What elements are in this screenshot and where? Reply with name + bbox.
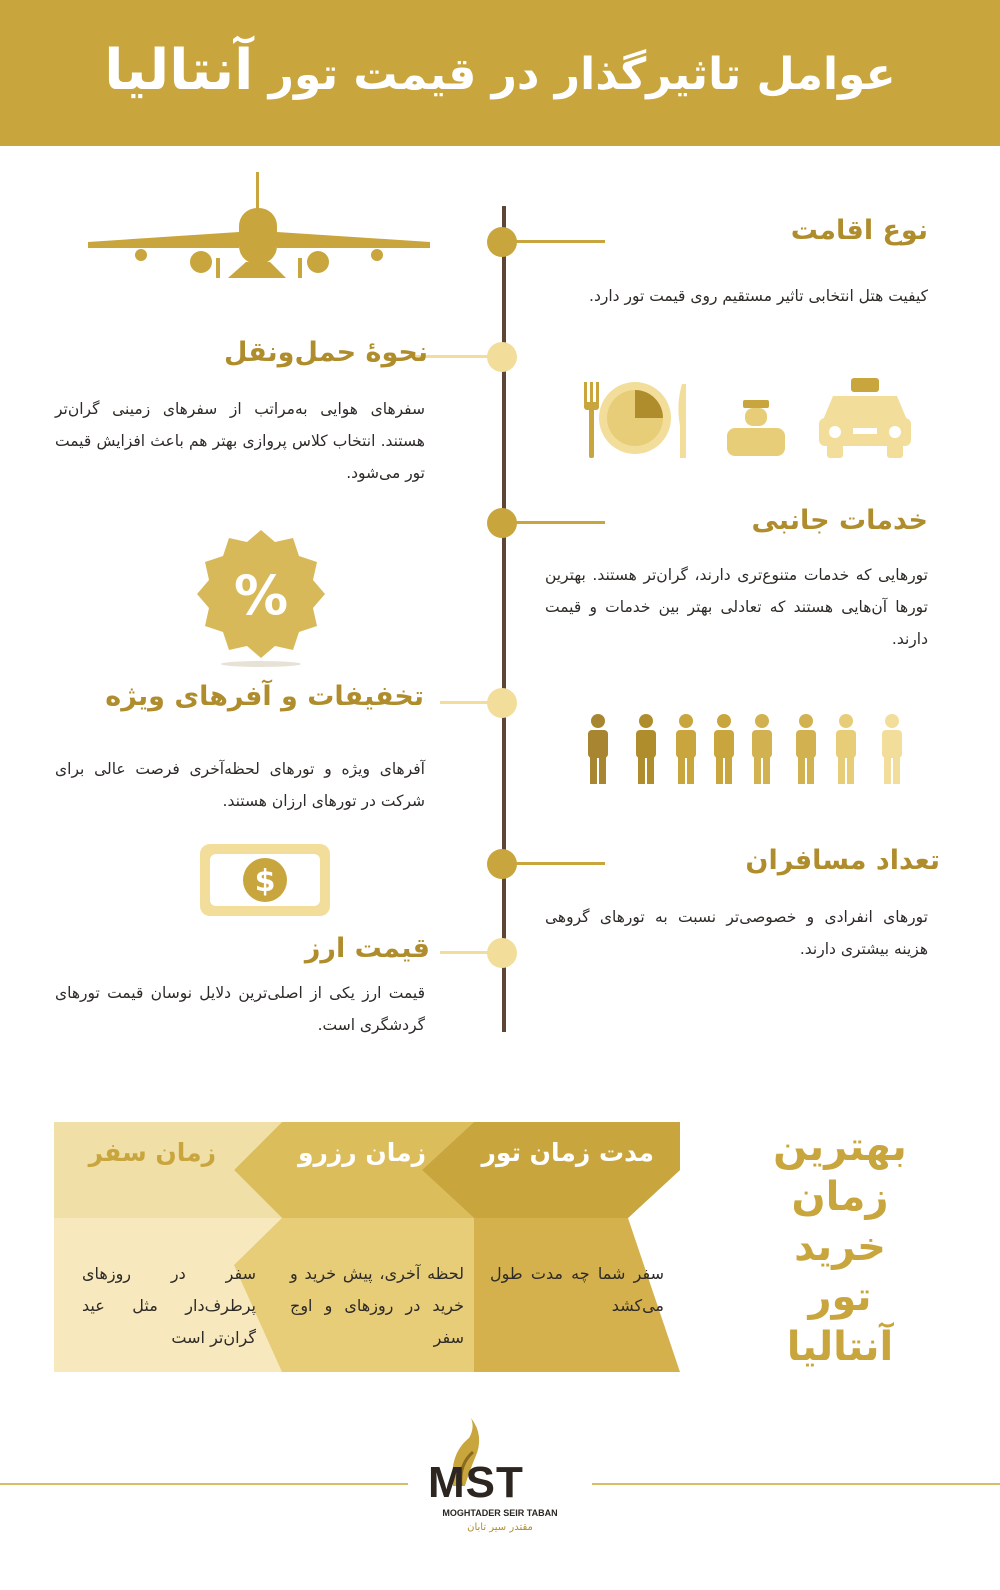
side-title-line: آنتالیا: [786, 1324, 894, 1370]
factor-currency-text: قیمت ارز یکی از اصلی‌ترین دلایل نوسان قیمت تورهای گردشگری است.: [55, 984, 425, 1034]
timeline-dot-accommodation: [487, 227, 517, 257]
page-title: [0, 38, 1000, 103]
timeline-dot-currency: [487, 938, 517, 968]
side-title-line: زمان: [791, 1174, 889, 1220]
column-text-duration: سفر شما چه مدت طول می‌کشد: [490, 1264, 664, 1315]
timeline-line: [502, 206, 506, 1032]
factor-currency-title: قیمت ارز: [304, 933, 430, 964]
band-col1-header: [422, 1122, 680, 1218]
title-highlight: آنتالیا: [104, 38, 254, 103]
connector-accommodation: [505, 240, 605, 243]
column-text-booking: لحظه آخری، پیش خرید و خرید در روزهای و اوج سفر: [290, 1264, 464, 1347]
logo-name-fa: مقتدر سیر تابان: [467, 1522, 533, 1533]
column-title-booking: زمان رزرو: [297, 1138, 426, 1167]
factor-transport-title: نحوهٔ حمل‌ونقل: [224, 337, 428, 368]
factor-transport-text: سفرهای هوایی به‌مراتب از سفرهای زمینی گران‌تر هستند. انتخاب کلاس پروازی بهتر هم باعث افزایش قیمت تور می‌شود.: [55, 400, 425, 482]
side-title-line: خرید: [794, 1224, 886, 1270]
factor-services-title: خدمات جانبی: [751, 505, 928, 536]
timeline-dot-services: [487, 508, 517, 538]
side-title-line: تور: [808, 1274, 872, 1320]
airplane-icon: [86, 170, 432, 282]
side-title-line: بهترین: [773, 1124, 907, 1170]
connector-travelers: [505, 862, 605, 865]
travelers-icon: [582, 712, 912, 786]
person-icon-1: [588, 714, 608, 784]
banknote-icon: [198, 842, 332, 918]
factor-accommodation-text: کیفیت هتل انتخابی تاثیر مستقیم روی قیمت تور دارد.: [589, 287, 928, 305]
dining-icon: [580, 378, 695, 460]
factor-discounts-title: تخفیفات و آفرهای ویژه: [105, 681, 424, 712]
factor-services-text: تورهایی که خدمات متنوع‌تری دارند، گران‌تر هستند. بهترین تورها آن‌هایی هستند که تعادلی بهتر بین خدمات و قیمت دارند.: [545, 566, 928, 648]
column-text-travel-time: سفر در روزهای پرطرف‌دار مثل عید گران‌تر است: [82, 1264, 256, 1347]
best-time-side-title: [760, 1122, 920, 1372]
person-icon-5: [752, 714, 772, 784]
factor-travelers-title: تعداد مسافران: [745, 845, 940, 876]
header-banner: [0, 0, 1000, 146]
discount-badge-icon: [195, 528, 327, 668]
title-main: عوامل تاثیرگذار در قیمت تور: [268, 49, 896, 100]
person-icon-2: [636, 714, 656, 784]
timeline-dot-transport: [487, 342, 517, 372]
footer-divider-left: [0, 1483, 408, 1485]
taxi-icon: [815, 376, 915, 460]
logo-mark: MST: [428, 1458, 524, 1507]
bellboy-icon: [725, 398, 787, 458]
footer-divider-right: [592, 1483, 1000, 1485]
column-title-travel-time: زمان سفر: [88, 1138, 216, 1167]
discount-symbol: %: [233, 564, 289, 627]
factor-accommodation-title: نوع اقامت: [790, 215, 928, 246]
timeline-dot-travelers: [487, 849, 517, 879]
timeline-dot-discounts: [487, 688, 517, 718]
person-icon-8: [882, 714, 902, 784]
factor-travelers-text: تورهای انفرادی و خصوصی‌تر نسبت به تورهای گروهی هزینه بیشتری دارند.: [545, 908, 928, 958]
logo-name-en: MOGHTADER SEIR TABAN: [442, 1508, 558, 1518]
person-icon-4: [714, 714, 734, 784]
person-icon-3: [676, 714, 696, 784]
money-symbol: $: [254, 864, 276, 899]
factor-discounts-text: آفرهای ویژه و تورهای لحظه‌آخری فرصت عالی برای شرکت در تورهای ارزان هستند.: [55, 760, 425, 810]
person-icon-6: [796, 714, 816, 784]
person-icon-7: [836, 714, 856, 784]
connector-services: [505, 521, 605, 524]
column-title-duration: مدت زمان تور: [481, 1138, 654, 1167]
